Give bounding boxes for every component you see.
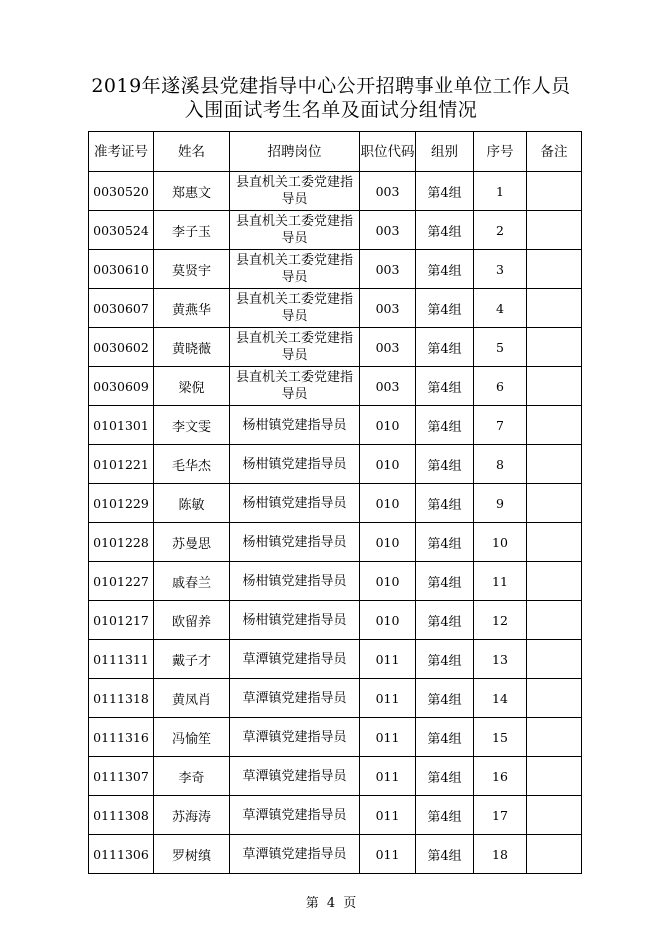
cell-exam-id: 0101301 <box>89 406 154 445</box>
cell-position: 草潭镇党建指导员 <box>230 757 360 796</box>
candidate-table <box>88 131 582 874</box>
cell-exam-id: 0101221 <box>89 445 154 484</box>
cell-position-code: 003 <box>360 250 416 289</box>
cell-name: 戴子才 <box>154 640 230 679</box>
cell-group: 第4组 <box>416 640 474 679</box>
cell-position: 杨柑镇党建指导员 <box>230 601 360 640</box>
cell-group: 第4组 <box>416 484 474 523</box>
header-exam-id: 准考证号 <box>89 132 154 172</box>
table-row <box>89 601 582 640</box>
cell-position: 县直机关工委党建指导员 <box>230 172 360 211</box>
cell-name: 苏海涛 <box>154 796 230 835</box>
cell-position-code: 003 <box>360 211 416 250</box>
page-title-line2: 入围面试考生名单及面试分组情况 <box>184 99 478 121</box>
table-header-row <box>89 132 582 172</box>
cell-seq: 1 <box>474 172 527 211</box>
cell-note <box>527 484 582 523</box>
cell-name: 黄燕华 <box>154 289 230 328</box>
cell-note <box>527 679 582 718</box>
cell-seq: 11 <box>474 562 527 601</box>
cell-name: 梁倪 <box>154 367 230 406</box>
cell-group: 第4组 <box>416 211 474 250</box>
cell-name: 毛华杰 <box>154 445 230 484</box>
cell-name: 李奇 <box>154 757 230 796</box>
table-row <box>89 757 582 796</box>
page-footer <box>0 892 662 911</box>
cell-seq: 8 <box>474 445 527 484</box>
cell-note <box>527 640 582 679</box>
cell-group: 第4组 <box>416 406 474 445</box>
cell-position-code: 011 <box>360 718 416 757</box>
cell-position: 杨柑镇党建指导员 <box>230 406 360 445</box>
cell-position: 草潭镇党建指导员 <box>230 679 360 718</box>
cell-name: 欧留养 <box>154 601 230 640</box>
cell-group: 第4组 <box>416 718 474 757</box>
footer-suffix: 页 <box>343 896 357 911</box>
cell-position-code: 011 <box>360 796 416 835</box>
cell-note <box>527 367 582 406</box>
cell-group: 第4组 <box>416 250 474 289</box>
cell-position-code: 010 <box>360 445 416 484</box>
cell-name: 冯愉笙 <box>154 718 230 757</box>
cell-note <box>527 718 582 757</box>
cell-name: 郑惠文 <box>154 172 230 211</box>
cell-position: 杨柑镇党建指导员 <box>230 562 360 601</box>
cell-group: 第4组 <box>416 562 474 601</box>
cell-exam-id: 0101229 <box>89 484 154 523</box>
cell-group: 第4组 <box>416 796 474 835</box>
cell-position: 杨柑镇党建指导员 <box>230 484 360 523</box>
table-row <box>89 679 582 718</box>
cell-position-code: 010 <box>360 601 416 640</box>
cell-group: 第4组 <box>416 757 474 796</box>
cell-position: 县直机关工委党建指导员 <box>230 367 360 406</box>
cell-name: 黄晓薇 <box>154 328 230 367</box>
cell-note <box>527 601 582 640</box>
table-row <box>89 484 582 523</box>
cell-seq: 9 <box>474 484 527 523</box>
cell-position: 县直机关工委党建指导员 <box>230 211 360 250</box>
cell-seq: 3 <box>474 250 527 289</box>
table-row <box>89 718 582 757</box>
footer-page-number: 4 <box>326 896 336 911</box>
cell-seq: 16 <box>474 757 527 796</box>
cell-seq: 15 <box>474 718 527 757</box>
cell-note <box>527 328 582 367</box>
cell-exam-id: 0111306 <box>89 835 154 874</box>
cell-seq: 17 <box>474 796 527 835</box>
cell-note <box>527 406 582 445</box>
cell-exam-id: 0101217 <box>89 601 154 640</box>
cell-position: 草潭镇党建指导员 <box>230 835 360 874</box>
cell-exam-id: 0030602 <box>89 328 154 367</box>
cell-name: 罗树缜 <box>154 835 230 874</box>
table-row <box>89 835 582 874</box>
cell-exam-id: 0030524 <box>89 211 154 250</box>
cell-exam-id: 0111318 <box>89 679 154 718</box>
cell-position-code: 003 <box>360 289 416 328</box>
cell-position-code: 003 <box>360 367 416 406</box>
table-row <box>89 250 582 289</box>
cell-name: 苏曼思 <box>154 523 230 562</box>
table-row <box>89 367 582 406</box>
table-row <box>89 523 582 562</box>
cell-position-code: 011 <box>360 640 416 679</box>
header-position: 招聘岗位 <box>230 132 360 172</box>
cell-exam-id: 0030607 <box>89 289 154 328</box>
header-group: 组别 <box>416 132 474 172</box>
cell-note <box>527 172 582 211</box>
cell-position: 草潭镇党建指导员 <box>230 796 360 835</box>
cell-name: 戚春兰 <box>154 562 230 601</box>
cell-position-code: 011 <box>360 835 416 874</box>
cell-exam-id: 0030609 <box>89 367 154 406</box>
footer-prefix: 第 <box>305 896 319 911</box>
cell-seq: 10 <box>474 523 527 562</box>
cell-note <box>527 562 582 601</box>
cell-group: 第4组 <box>416 679 474 718</box>
cell-seq: 7 <box>474 406 527 445</box>
cell-exam-id: 0030610 <box>89 250 154 289</box>
cell-seq: 13 <box>474 640 527 679</box>
header-name: 姓名 <box>154 132 230 172</box>
table-row <box>89 562 582 601</box>
cell-seq: 2 <box>474 211 527 250</box>
cell-position: 草潭镇党建指导员 <box>230 718 360 757</box>
cell-exam-id: 0101228 <box>89 523 154 562</box>
cell-note <box>527 289 582 328</box>
cell-group: 第4组 <box>416 445 474 484</box>
table-row <box>89 328 582 367</box>
cell-group: 第4组 <box>416 328 474 367</box>
cell-group: 第4组 <box>416 523 474 562</box>
cell-exam-id: 0111311 <box>89 640 154 679</box>
cell-note <box>527 250 582 289</box>
cell-group: 第4组 <box>416 835 474 874</box>
cell-name: 李文雯 <box>154 406 230 445</box>
cell-position-code: 003 <box>360 328 416 367</box>
cell-seq: 6 <box>474 367 527 406</box>
cell-group: 第4组 <box>416 289 474 328</box>
cell-name: 陈敏 <box>154 484 230 523</box>
cell-position: 草潭镇党建指导员 <box>230 640 360 679</box>
cell-note <box>527 835 582 874</box>
table-row <box>89 406 582 445</box>
cell-position-code: 011 <box>360 757 416 796</box>
cell-seq: 5 <box>474 328 527 367</box>
cell-exam-id: 0030520 <box>89 172 154 211</box>
cell-position-code: 010 <box>360 562 416 601</box>
cell-seq: 12 <box>474 601 527 640</box>
header-position-code: 职位代码 <box>360 132 416 172</box>
table-row <box>89 640 582 679</box>
cell-position-code: 010 <box>360 484 416 523</box>
cell-exam-id: 0101227 <box>89 562 154 601</box>
header-note: 备注 <box>527 132 582 172</box>
cell-seq: 14 <box>474 679 527 718</box>
cell-position: 县直机关工委党建指导员 <box>230 289 360 328</box>
cell-position-code: 003 <box>360 172 416 211</box>
cell-exam-id: 0111308 <box>89 796 154 835</box>
cell-position-code: 010 <box>360 406 416 445</box>
cell-group: 第4组 <box>416 367 474 406</box>
cell-name: 李子玉 <box>154 211 230 250</box>
cell-note <box>527 757 582 796</box>
cell-note <box>527 445 582 484</box>
page-title-line1: 2019年遂溪县党建指导中心公开招聘事业单位工作人员 <box>91 75 571 97</box>
cell-name: 黄凤肖 <box>154 679 230 718</box>
cell-note <box>527 523 582 562</box>
table-row <box>89 796 582 835</box>
cell-position: 县直机关工委党建指导员 <box>230 328 360 367</box>
cell-group: 第4组 <box>416 601 474 640</box>
cell-position: 杨柑镇党建指导员 <box>230 523 360 562</box>
cell-group: 第4组 <box>416 172 474 211</box>
cell-exam-id: 0111316 <box>89 718 154 757</box>
table-row <box>89 445 582 484</box>
cell-name: 莫贤宇 <box>154 250 230 289</box>
cell-position-code: 011 <box>360 679 416 718</box>
cell-note <box>527 211 582 250</box>
cell-position-code: 010 <box>360 523 416 562</box>
cell-note <box>527 796 582 835</box>
cell-position: 杨柑镇党建指导员 <box>230 445 360 484</box>
cell-seq: 18 <box>474 835 527 874</box>
cell-seq: 4 <box>474 289 527 328</box>
cell-position: 县直机关工委党建指导员 <box>230 250 360 289</box>
header-seq: 序号 <box>474 132 527 172</box>
table-row <box>89 289 582 328</box>
cell-exam-id: 0111307 <box>89 757 154 796</box>
table-row <box>89 172 582 211</box>
table-row <box>89 211 582 250</box>
